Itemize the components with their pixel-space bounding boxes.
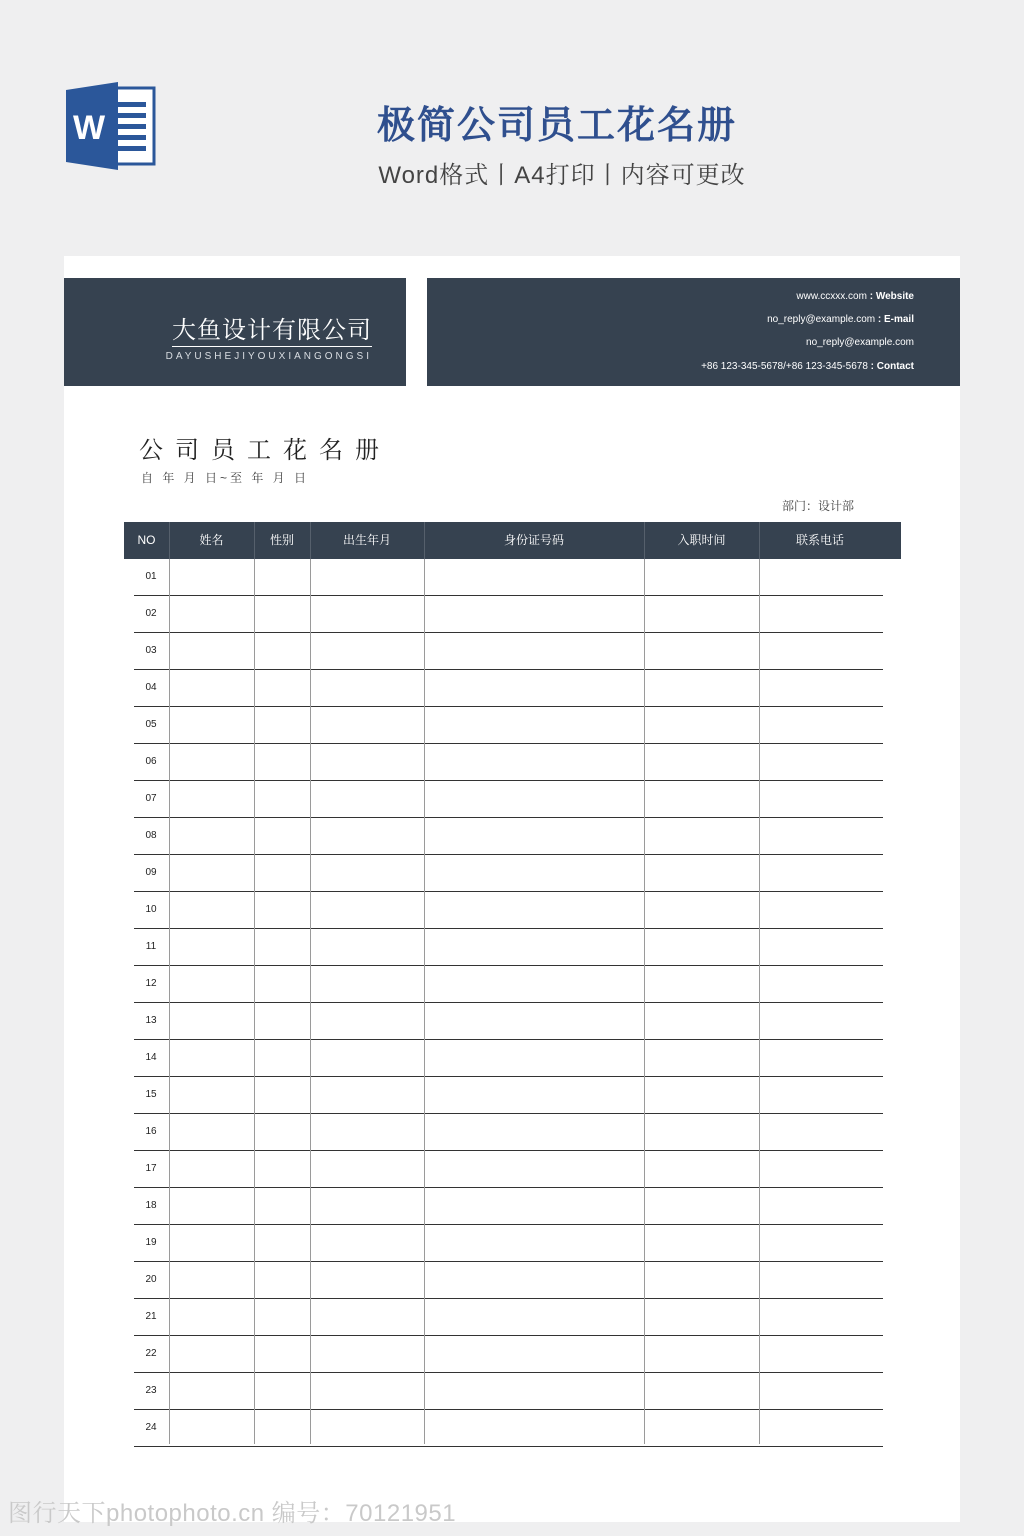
grid-line [644,559,645,1444]
column-header-name: 姓名 [199,533,224,547]
row-number: 08 [145,830,157,841]
table-row [134,744,883,781]
row-number: 10 [145,904,157,915]
table-row [134,1040,883,1077]
row-number: 20 [145,1274,157,1285]
row-number: 04 [145,682,157,693]
table-row [134,892,883,929]
row-number: 22 [145,1348,157,1359]
document-title: 公司员工花名册 [139,437,391,464]
grid-line [759,559,760,1444]
table-row [134,596,883,633]
table-row [134,929,883,966]
row-number: 09 [145,867,157,878]
grid-line [310,559,311,1444]
column-header-no: NO [137,533,156,547]
table-header [124,522,901,559]
row-number: 01 [145,571,157,582]
banner-title: 极简公司员工花名册 [376,105,737,147]
row-number: 03 [145,645,157,656]
column-header-gender: 性别 [269,533,294,547]
table-row [134,1188,883,1225]
row-number: 06 [145,756,157,767]
company-header-block [64,278,406,386]
row-number: 24 [145,1422,157,1433]
table-row [134,633,883,670]
contact-email-2: no_reply@example.com [806,337,914,348]
footer-watermark: 图行天下photophoto.cn 编号：70121951 [8,1500,457,1527]
table-row [134,1003,883,1040]
row-number: 15 [145,1089,157,1100]
column-header-hire-date: 入职时间 [677,533,726,547]
grid-line [254,559,255,1444]
row-number: 19 [145,1237,157,1248]
table-row [134,818,883,855]
banner-subtitle: Word格式丨A4打印丨内容可更改 [378,162,746,189]
table-row [134,966,883,1003]
table-row [134,707,883,744]
grid-line [169,559,170,1444]
table-row [134,559,883,596]
contact-website: www.ccxxx.com : Website [796,291,914,302]
row-number: 14 [145,1052,157,1063]
row-number: 16 [145,1126,157,1137]
table-body [134,559,883,1447]
word-logo-letter: W [72,109,106,147]
row-number: 07 [145,793,157,804]
row-number: 21 [145,1311,157,1322]
department-label: 部门：设计部 [782,499,855,513]
column-header-birth: 出生年月 [342,533,391,547]
table-row [134,1410,883,1447]
column-header-id-number: 身份证号码 [503,533,564,547]
table-row [134,1336,883,1373]
column-header-phone: 联系电话 [795,533,844,547]
company-name: 大鱼设计有限公司 [172,310,372,347]
contact-header-block [427,278,960,386]
table-row [134,1077,883,1114]
row-number: 05 [145,719,157,730]
table-row [134,1225,883,1262]
table-row [134,855,883,892]
row-number: 23 [145,1385,157,1396]
document-page [64,256,960,1522]
table-row [134,670,883,707]
table-row [134,781,883,818]
table-row [134,1262,883,1299]
row-number: 17 [145,1163,157,1174]
table-row [134,1114,883,1151]
row-number: 13 [145,1015,157,1026]
contact-email: no_reply@example.com : E-mail [767,314,914,325]
row-number: 12 [145,978,157,989]
row-number: 18 [145,1200,157,1211]
row-number: 02 [145,608,157,619]
row-number: 11 [145,941,157,952]
company-pinyin: DAYUSHEJIYOUXIANGONGSI [165,351,372,362]
date-range: 自 年 月 日~至 年 月 日 [141,471,310,485]
contact-phone: +86 123-345-5678/+86 123-345-5678 : Contact [701,361,914,372]
table-row [134,1373,883,1410]
grid-line [424,559,425,1444]
table-row [134,1151,883,1188]
table-row [134,1299,883,1336]
